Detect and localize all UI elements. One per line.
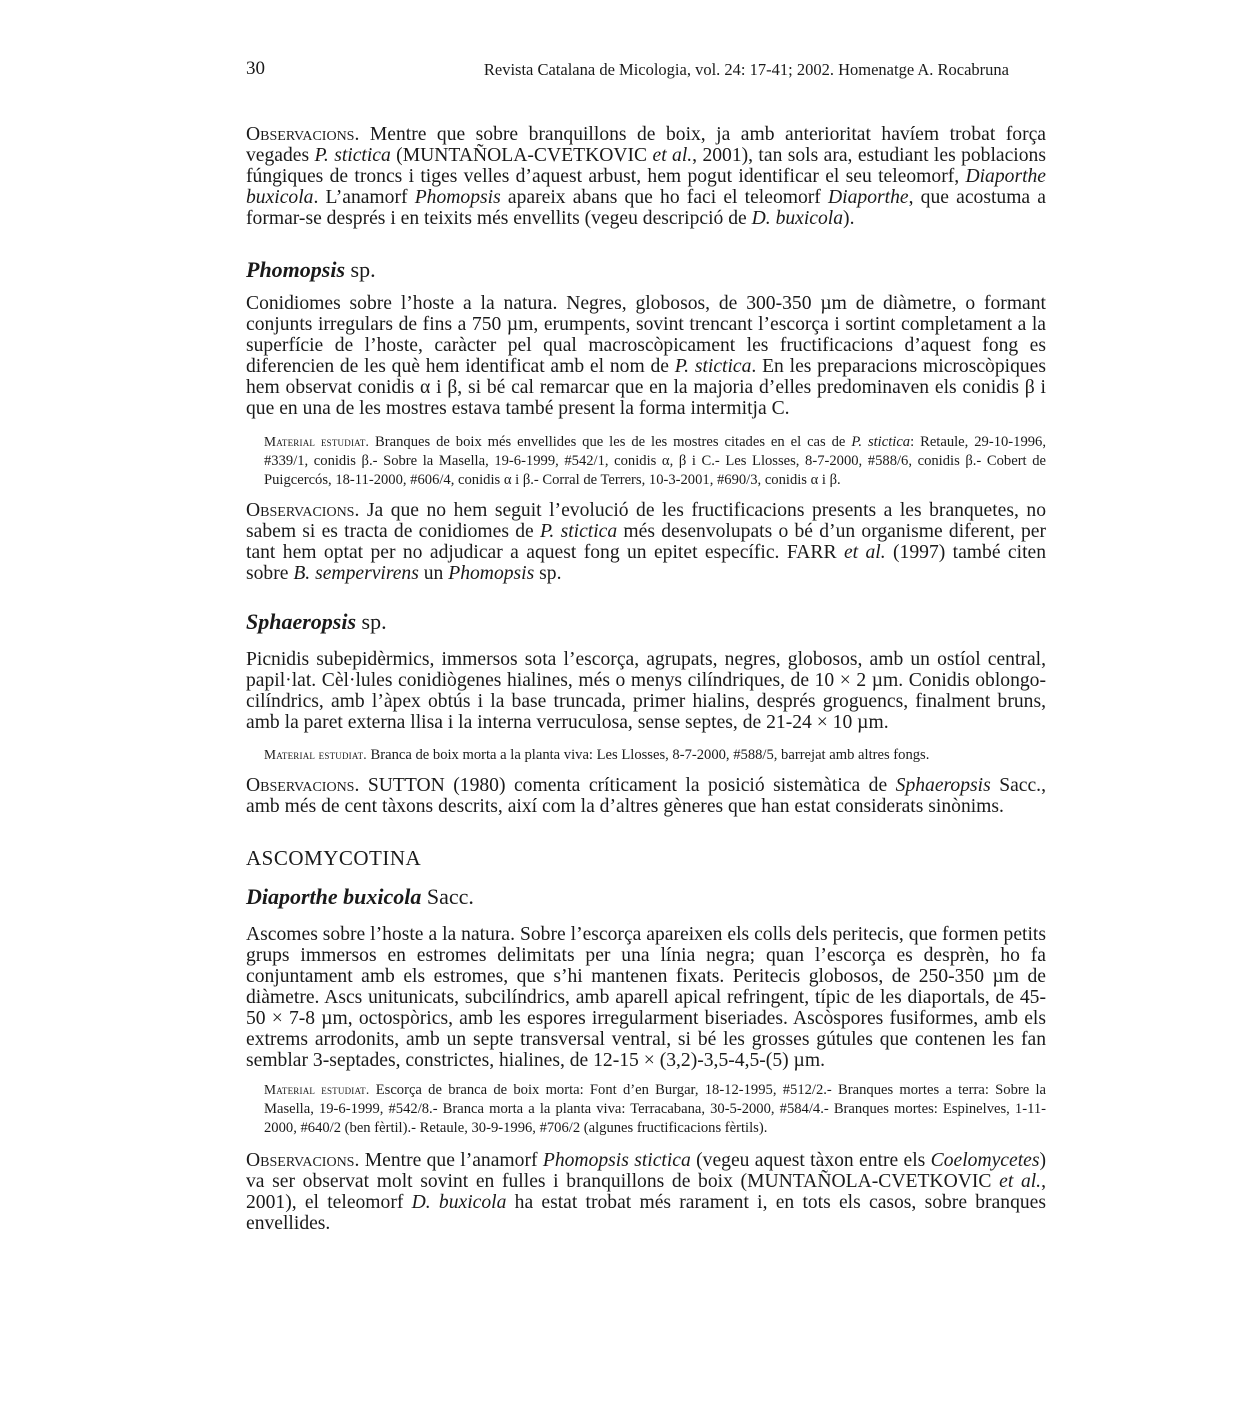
taxon-heading-phomopsis [246,257,1046,283]
journal-citation: Revista Catalana de Micologia, vol. 24: 17-41; 2002. Homenatge A. Rocabruna [483,60,1009,79]
sphaeropsis-description: Picnidis subepidèrmics, immersos sota l’escorça, agrupats, negres, globosos, amb un ostíol central, papil·lat. Cèl·lules conidiògenes hialines, més o menys cilíndriques, de 10 × 2 µm. Conidis oblongo-cilíndrics, amb l’àpex obtús i la base truncada, primer hialins, després groguencs, finalment bruns, amb la paret externa llisa i la interna verruculosa, sense septes, de 21-24 × 10 µm. [246,649,1046,733]
taxon-heading-sphaeropsis [246,609,1046,635]
observations-label: Observacions. [246,1150,360,1171]
sphaeropsis-material: Material estudiat. Branca de boix morta a la planta viva: Les Llosses, 8-7-2000, #588/5, barrejat amb altres fongs. [264,747,930,763]
running-head [246,58,1046,84]
phomopsis-observations: Observacions. Ja que no hem seguit l’evolució de les fructificacions presents a les branquetes, no sabem si es tracta de conidiomes de P. stictica més desenvolupats o bé d’un organisme diferent, per tant hem optat per no adjudicar a aquest fong un epitet específic. FARR et al. (1997) també citen sobre B. sempervirens un Phomopsis sp. [246,500,1047,584]
taxon-heading-diaporthe [246,884,1046,910]
diaporthe-observations: Observacions. Mentre que l’anamorf Phomopsis stictica (vegeu aquest tàxon entre els Coelomycetes) va ser observat molt sovint en fulles i branquillons de boix (MUNTAÑOLA-CVETKOVIC et al., 2001), el teleomorf D. buxicola ha estat trobat més rarament i, en tots els casos, sobre branques envellides. [246,1150,1046,1234]
observations-label: Observacions. [246,124,360,145]
observations-stictica [246,124,1046,229]
material-label: Material estudiat. [264,434,370,449]
taxon-rank: sp. [345,257,376,282]
page-number: 30 [246,58,265,79]
phomopsis-material: Material estudiat. Branques de boix més envellides que les de les mostres citades en el cas de P. stictica: Retaule, 29-10-1996, #339/1, conidis β.- Sobre la Masella, 19-6-1999, #542/1, conidis α, β i C.- Les Llosses, 8-7-2000, #588/6, conidis β.- Cobert de Puigcercós, 18-11-2000, #606/4, conidis α i β.- Corral de Terrers, 10-3-2001, #690/3, conidis α i β. [264,434,1046,488]
taxon-genus: Phomopsis [246,257,346,282]
taxon-genus: Diaporthe buxicola [246,884,422,909]
taxon-rank: sp. [356,609,387,634]
material-label: Material estudiat. [264,1082,370,1097]
diaporthe-material: Material estudiat. Escorça de branca de boix morta: Font d’en Burgar, 18-12-1995, #512/2.- Branques mortes a terra: Sobre la Masella, 19-6-1999, #542/8.- Branca morta a la planta viva: Terracabana, 30-5-2000, #584/4.- Branques mortes: Espinelves, 1-11-2000, #640/2 (ben fèrtil).- Retaule, 30-9-1996, #706/2 (algunes fructificacions fèrtils). [264,1082,1046,1136]
section-heading: ASCOMYCOTINA [246,846,422,870]
observations-label: Observacions. [246,775,360,796]
material-label: Material estudiat. [264,747,367,762]
sphaeropsis-observations: Observacions. SUTTON (1980) comenta críticament la posició sistemàtica de Sphaeropsis Sacc., amb més de cent tàxons descrits, així com la d’altres gèneres que han estat considerats sinònims. [246,775,1046,817]
taxon-genus: Sphaeropsis [246,609,357,634]
observations-label: Observacions. [246,500,360,521]
diaporthe-description: Ascomes sobre l’hoste a la natura. Sobre l’escorça apareixen els colls dels peritecis, que formen petits grups immersos en estromes delimitats per una línia negra; quan l’escorça es desprèn, ho fa conjuntament amb els estromes, que s’hi mantenen fixats. Peritecis globosos, de 250-350 µm de diàmetre. Ascs unitunicats, subcilíndrics, amb aparell apical refringent, típic de les diaportals, de 45-50 × 7-8 µm, octospòrics, amb les espores irregularment biseriades. Ascòspores fusiformes, amb els extrems arrodonits, amb un septe transversal ventral, si bé les grosses gútules que contenen les fan semblar 3-septades, constrictes, hialines, de 12-15 × (3,2)-3,5-4,5-(5) µm. [246,924,1046,1071]
phomopsis-description: Conidiomes sobre l’hoste a la natura. Negres, globosos, de 300-350 µm de diàmetre, o formant conjunts irregulars de fins a 750 µm, erumpents, sovint trencant l’escorça i sortint completament a la superfície de l’hoste, caràcter pel qual macroscòpicament les fructificacions d’aquest fong es diferencien de les què hem identificat amb el nom de P. stictica. En les preparacions microscòpiques hem observat conidis α i β, si bé cal remarcar que en la majoria d’elles predominaven els conidis β i que en una de les mostres estava també present la forma intermitja C. [246,293,1046,419]
taxon-author: Sacc. [421,884,474,909]
observations-paragraph: Observacions. Mentre que sobre branquillons de boix, ja amb anterioritat havíem trobat força vegades P. stictica (MUNTAÑOLA-CVETKOVIC et al., 2001), tan sols ara, estudiant les poblacions fúngiques de troncs i tiges velles d’aquest arbust, hem pogut identificar el seu teleomorf, Diaporthe buxicola. L’anamorf Phomopsis apareix abans que ho faci el teleomorf Diaporthe, que acostuma a formar-se després i en teixits més envellits (vegeu descripció de D. buxicola). [246,124,1047,229]
